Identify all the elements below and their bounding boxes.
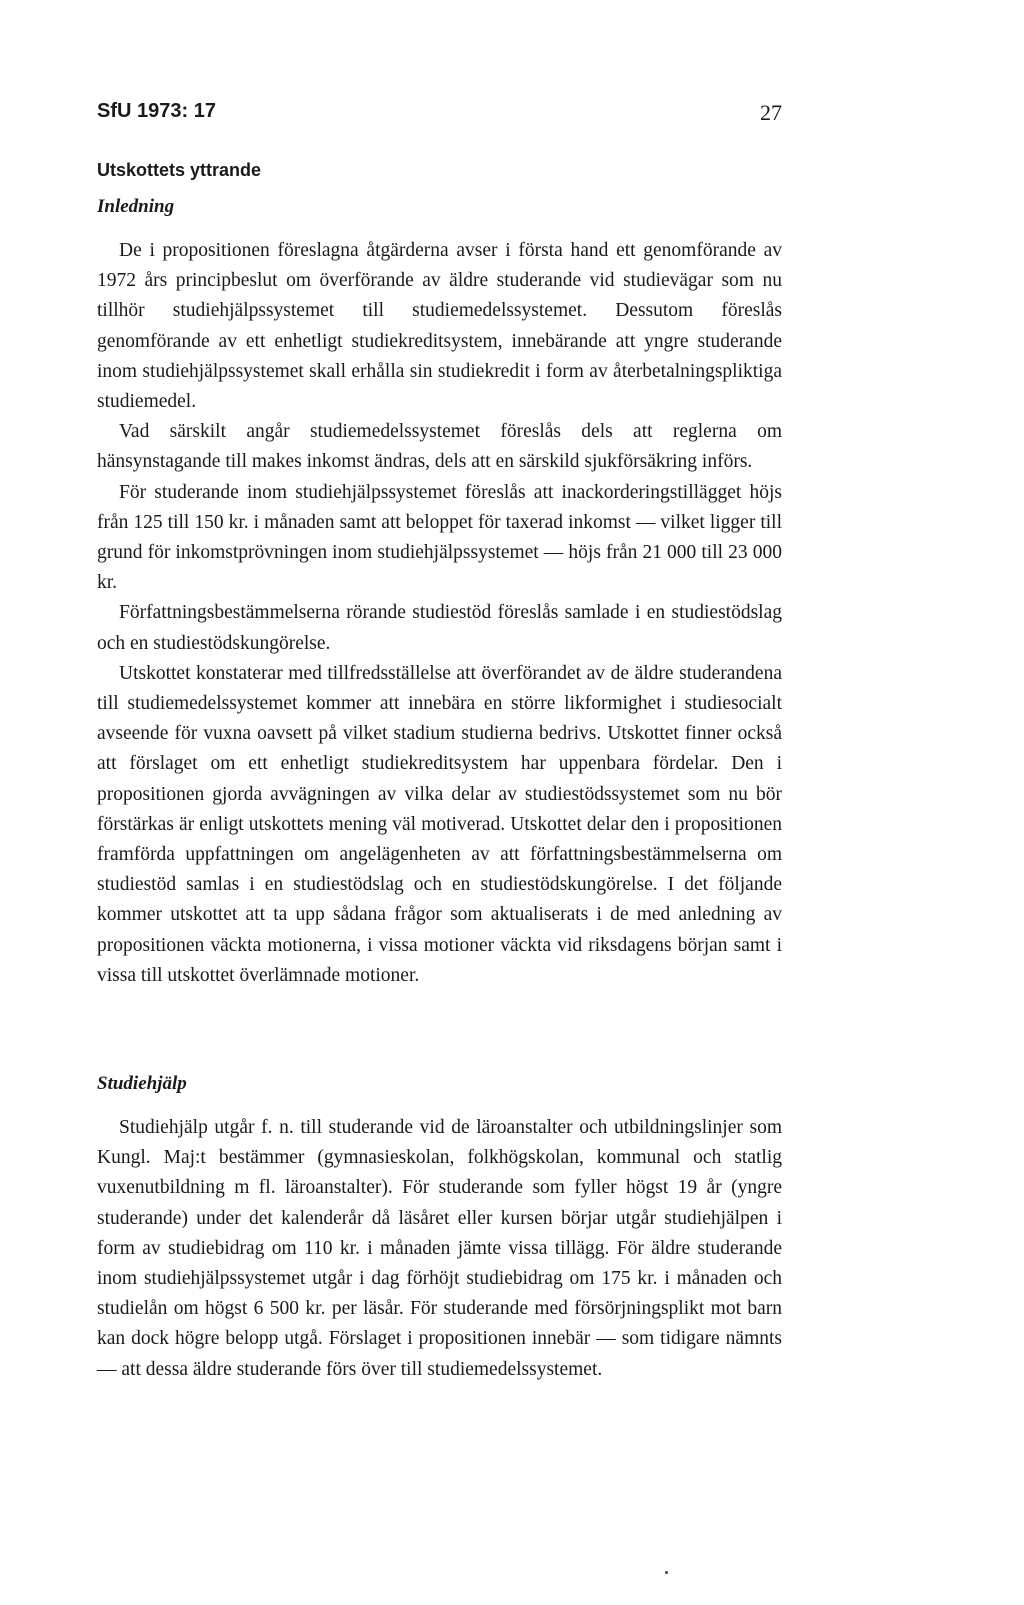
page-number: 27 — [760, 100, 782, 125]
paragraph: Utskottet konstaterar med tillfredsställelse att överförandet av de äldre studerandena till studiemedelssystemet kommer att innebära en större likformighet i studiesocialt avseende för vuxna oavsett på vilket stadium studierna bedrivs. Utskottet finner också att förslaget om ett enhetligt studiekreditsystem har uppenbara fördelar. Den i propositionen gjorda avvägningen av vilka delar av studiestödssystemet som nu bör förstärkas är enligt utskottets mening väl motiverad. Utskottet delar den i propositionen framförda uppfattningen om angelägenheten av att författningsbestämmelserna om studiestöd samlas i en studiestödslag och en studiestödskungörelse. I det följande kommer utskottet att ta upp sådana frågor som aktualiserats i de med anledning av propositionen väckta motionerna, i vissa motioner väckta vid riksdagens början samt i vissa till utskottet överlämnade motioner. — [97, 662, 782, 986]
paragraph: För studerande inom studiehjälpssystemet föreslås att inackorderingstillägget höjs från 125 till 150 kr. i månaden samt att beloppet för taxerad inkomst — vilket ligger till grund för inkomstprövningen inom studiehjälpssystemet — höjs från 21 000 till 23 000 kr. — [97, 481, 782, 594]
paragraph: Författningsbestämmelserna rörande studiestöd föreslås samlade i en studiestödslag och en studiestödskungörelse. — [97, 602, 782, 654]
document-id: SfU 1973: 17 — [97, 100, 216, 122]
section-studiehjalp — [97, 1073, 782, 1385]
paragraph: Vad särskilt angår studiemedelssystemet föreslås dels att reglerna om hänsynstagande till makes inkomst ändras, dels att en särskild sjukförsäkring införs. — [97, 421, 782, 473]
subheading-inledning: Inledning — [97, 196, 175, 217]
paragraph: Studiehjälp utgår f. n. till studerande vid de läroanstalter och utbildningslinjer som Kungl. Maj:t bestämmer (gymnasieskolan, folkhögskolan, kommunal och statlig vuxenutbildning m fl. läroanstalter). För studerande som fyller högst 19 år (yngre studerande) under det kalenderår då läsåret eller kursen börjar utgår studiehjälpen i form av studiebidrag om 110 kr. i månaden jämte vissa tillägg. För äldre studerande inom studiehjälpssystemet utgår i dag förhöjt studiebidrag om 175 kr. i månaden och studielån om högst 6 500 kr. per läsår. För studerande med försörjningsplikt mot barn kan dock högre belopp utgå. Förslaget i propositionen innebär — som tidigare nämnts — att dessa äldre studerande förs över till studiemedelssystemet. — [97, 1117, 782, 1380]
section-heading: Utskottets yttrande — [97, 160, 262, 180]
speck-mark — [665, 1571, 668, 1574]
paragraph: De i propositionen föreslagna åtgärderna avser i första hand ett genomförande av 1972 års principbeslut om överförande av äldre studerande vid studievägar som nu tillhör studiehjälpssystemet till studiemedelssystemet. Dessutom föreslås genomförande av ett enhetligt studiekreditsystem, innebärande att yngre studerande inom studiehjälpssystemet skall erhålla sin studiekredit i form av återbetalningspliktiga studiemedel. — [97, 240, 782, 413]
subheading-studiehjalp: Studiehjälp — [97, 1073, 187, 1094]
section-inledning — [97, 196, 782, 991]
page-header — [97, 100, 782, 130]
